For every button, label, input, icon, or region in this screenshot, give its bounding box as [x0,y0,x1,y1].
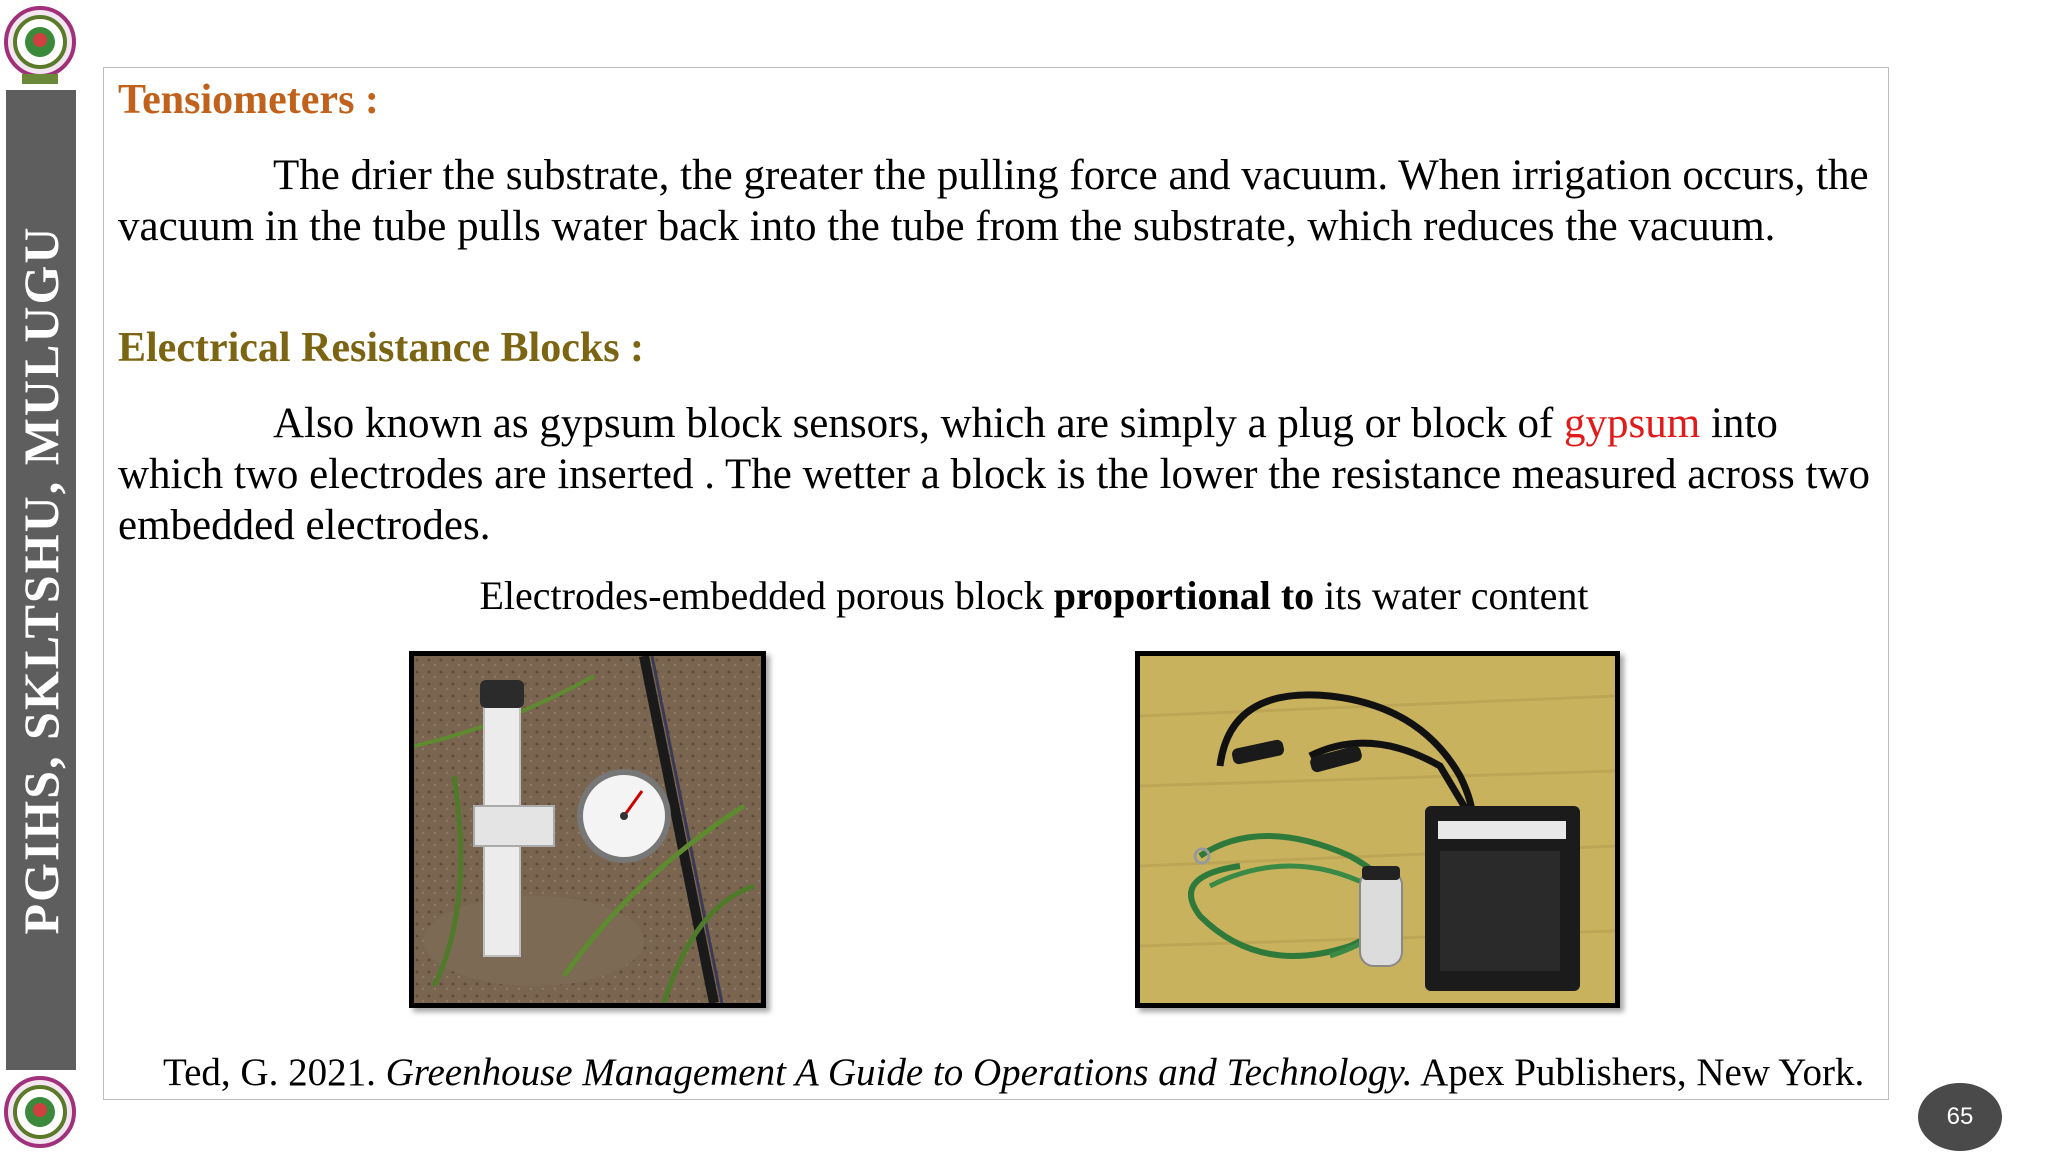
tensiometers-text: The drier the substrate, the greater the pulling force and vacuum. When irrigation occurs, the vacuum in the tube pulls water back into the tube from the substrate, which reduces the vacuum. [118,152,1869,250]
university-logo-top [4,4,76,86]
tensiometers-paragraph [118,150,1878,252]
resistance-text-before: Also known as gypsum block sensors, which are simply a plug or block of [273,400,1565,447]
reference-title: Greenhouse Management A Guide to Operations and Technology. [385,1051,1413,1094]
caption-bold: proportional to [1053,573,1315,618]
section-heading-resistance-blocks: Electrical Resistance Blocks : [118,325,645,371]
section-heading-tensiometers: Tensiometers : [118,77,379,123]
tensiometer-photo [409,651,766,1008]
caption-before: Electrodes-embedded porous block [479,573,1054,618]
resistance-text-after: into which two electrodes are inserted . The wetter a block is the lower the resistance measured across two embedded electrodes. [118,400,1870,549]
institution-name: PGIHS, SKLTSHU, MULUGU [13,225,69,935]
reference-citation [163,1050,1864,1095]
reference-author: Ted, G. 2021. [163,1051,386,1094]
resistance-blocks-paragraph [118,398,1878,551]
university-logo-bottom [4,1072,76,1154]
page-number-badge: 65 [1918,1083,2002,1151]
figure-caption [0,572,2048,619]
gypsum-highlight: gypsum [1564,400,1701,447]
caption-after: its water content [1314,573,1589,618]
resistance-block-meter-photo [1135,651,1620,1008]
reference-publisher: Apex Publishers, New York. [1412,1051,1865,1094]
